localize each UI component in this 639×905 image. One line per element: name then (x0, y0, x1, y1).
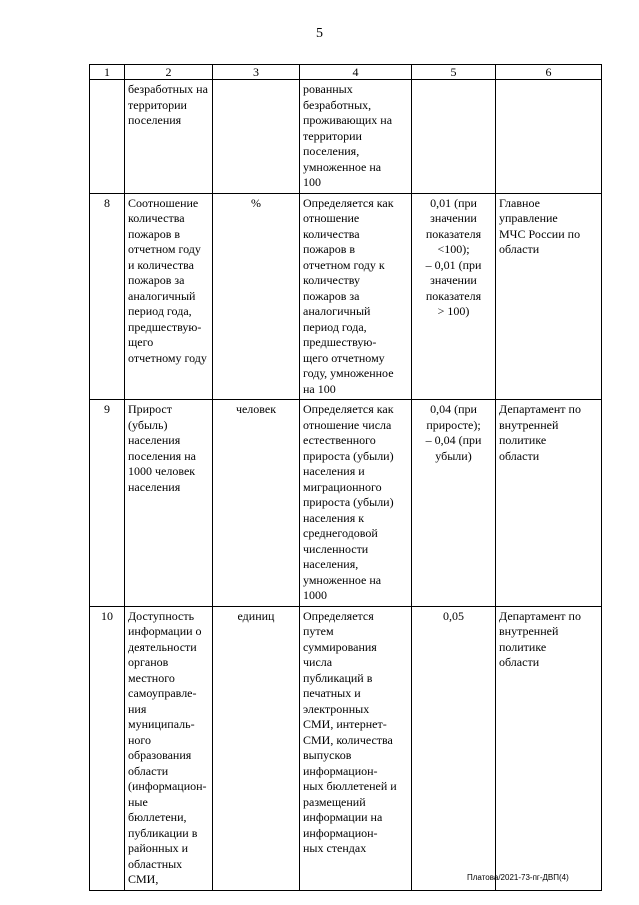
cell-line: количества (128, 211, 185, 225)
cell-line: информации о (128, 624, 202, 638)
cell-line: количеству (303, 273, 360, 287)
calculation-method (300, 80, 412, 194)
cell-line: аналогичный (303, 304, 371, 318)
cell-line: поселения (128, 113, 182, 127)
cell-line: <100); (437, 242, 470, 256)
cell-line: пожаров в (128, 226, 181, 241)
cell-line: щего (128, 335, 154, 349)
data-source (496, 606, 602, 890)
column-header: 3 (213, 65, 300, 80)
weight-coefficient (412, 193, 496, 400)
table-header-row (90, 65, 602, 80)
unit-of-measure (213, 80, 300, 194)
cell-line: > 100) (437, 304, 470, 318)
calculation-method (300, 193, 412, 400)
indicator-name (125, 80, 213, 194)
cell-line: числа (303, 655, 333, 669)
calculation-method (300, 400, 412, 607)
cell-line: местного (128, 670, 175, 685)
cell-line: информацион- (303, 763, 378, 778)
cell-line: количества (303, 226, 360, 241)
cell-line: отчетном году (128, 242, 201, 256)
cell-line: областных (128, 856, 183, 871)
cell-line: Определяется (303, 608, 374, 623)
cell-line: области (499, 655, 540, 669)
cell-line: аналогичный (128, 288, 196, 303)
cell-line: деятельности (128, 639, 197, 654)
indicator-name (125, 193, 213, 400)
weight-coefficient (412, 400, 496, 607)
cell-line: безработных на (128, 82, 208, 96)
column-header: 5 (412, 65, 496, 80)
cell-line: безработных, (303, 97, 372, 112)
cell-line: электронных (303, 701, 370, 716)
document-footer: Платова/2021-73-пг-ДВП(4) (467, 873, 569, 882)
cell-line: 100 (303, 175, 321, 189)
cell-line: бюллетени, (128, 810, 187, 824)
cell-line: Прирост (128, 402, 172, 416)
unit-of-measure: единиц (213, 606, 300, 890)
cell-line: приросте); (426, 417, 481, 432)
cell-line: населения (128, 479, 181, 494)
page-number: 5 (316, 26, 323, 41)
cell-line: 0,05 (443, 608, 464, 623)
cell-line: естественного (303, 433, 376, 447)
cell-line: районных и (128, 841, 189, 855)
unit-of-measure: человек (213, 400, 300, 607)
cell-line: значении (430, 211, 477, 225)
indicator-name (125, 400, 213, 607)
cell-line: Определяется как (303, 402, 394, 416)
cell-line: отношение числа (303, 417, 392, 432)
data-source (496, 400, 602, 607)
cell-line: убыли) (435, 448, 472, 463)
cell-line: 0,01 (при (430, 195, 477, 210)
cell-line: умноженное на (303, 572, 382, 587)
table-row (90, 606, 602, 890)
cell-line: показателя (425, 288, 482, 303)
cell-line: показателя (425, 226, 482, 241)
cell-line: (убыль) (128, 417, 168, 432)
column-header: 4 (300, 65, 412, 80)
cell-line: информации на (303, 810, 383, 824)
cell-line: ных стендах (303, 841, 367, 855)
cell-line: рованных (303, 82, 353, 96)
row-number: 9 (90, 400, 125, 607)
table-row (90, 193, 602, 400)
cell-line: информацион- (303, 825, 378, 840)
cell-line: МЧС России по (499, 226, 581, 241)
cell-line: внутренней (499, 417, 559, 432)
data-source (496, 193, 602, 400)
cell-line: 0,04 (при (430, 402, 477, 416)
cell-line: области (499, 448, 540, 463)
cell-line: умноженное на (303, 159, 382, 174)
cell-line: отчетном году к (303, 257, 385, 272)
cell-line: политике (499, 433, 547, 447)
cell-line: самоуправле- (128, 686, 197, 700)
cell-line: Определяется как (303, 195, 394, 210)
cell-line: отчетному году (128, 350, 207, 365)
cell-line: печатных и (303, 686, 361, 700)
cell-line: прироста (убыли) (303, 448, 394, 463)
unit-of-measure: % (213, 193, 300, 400)
cell-line: предшествую- (303, 335, 377, 349)
table-body (90, 80, 602, 891)
weight-coefficient (412, 80, 496, 194)
cell-line: период года, (303, 319, 367, 334)
cell-line: отношение (303, 211, 360, 225)
cell-line: СМИ, количества (303, 732, 393, 747)
cell-line: поселения на (128, 448, 196, 463)
cell-line: ных бюллетеней и (303, 779, 397, 793)
cell-line: населения, (303, 557, 359, 571)
column-header: 2 (125, 65, 213, 80)
cell-line: Соотношение (128, 195, 199, 210)
cell-line: поселения, (303, 144, 360, 158)
cell-line: прироста (убыли) (303, 495, 394, 509)
cell-line: ные (128, 794, 148, 809)
cell-line: Главное (499, 195, 540, 210)
cell-line: миграционного (303, 479, 382, 494)
cell-line: области (499, 242, 540, 256)
data-source (496, 80, 602, 194)
cell-line: населения (128, 433, 181, 447)
cell-line: предшествую- (128, 319, 202, 334)
cell-line: размещений (303, 794, 366, 809)
cell-line: проживающих на (303, 113, 393, 127)
cell-line: СМИ, интернет- (303, 717, 387, 731)
cell-line: период года, (128, 304, 192, 318)
cell-line: ния (128, 701, 147, 716)
cell-line: управление (499, 211, 558, 225)
cell-line: Департамент по (499, 608, 581, 623)
cell-line: 1000 (303, 588, 327, 602)
cell-line: публикаций в (303, 670, 373, 685)
cell-line: выпусков (303, 748, 352, 762)
cell-line: территории (128, 97, 187, 112)
row-number: 8 (90, 193, 125, 400)
row-number: 10 (90, 606, 125, 890)
table-row (90, 400, 602, 607)
cell-line: образования (128, 748, 192, 762)
cell-line: органов (128, 655, 169, 669)
cell-line: – 0,04 (при (425, 433, 482, 447)
calculation-method (300, 606, 412, 890)
cell-line: области (128, 763, 169, 778)
table-row (90, 80, 602, 194)
cell-line: ного (128, 732, 152, 747)
cell-line: Доступность (128, 608, 195, 623)
column-header: 6 (496, 65, 602, 80)
cell-line: путем (303, 624, 334, 638)
weight-coefficient (412, 606, 496, 890)
cell-line: пожаров в (303, 242, 356, 256)
cell-line: населения и (303, 464, 365, 478)
cell-line: пожаров за (303, 288, 360, 303)
cell-line: – 0,01 (при (425, 257, 482, 272)
cell-line: публикации в (128, 825, 198, 840)
cell-line: численности (303, 541, 369, 556)
column-header: 1 (90, 65, 125, 80)
cell-line: и количества (128, 257, 194, 272)
cell-line: СМИ, (128, 872, 159, 886)
row-number (90, 80, 125, 194)
cell-line: территории (303, 128, 362, 143)
indicators-table (89, 64, 602, 891)
cell-line: муниципаль- (128, 717, 195, 731)
cell-line: на 100 (303, 381, 336, 396)
cell-line: среднегодовой (303, 526, 378, 540)
cell-line: политике (499, 639, 547, 654)
cell-line: пожаров за (128, 273, 185, 287)
cell-line: значении (430, 273, 477, 287)
cell-line: щего отчетному (303, 350, 385, 365)
cell-line: Департамент по (499, 402, 581, 416)
cell-line: суммирования (303, 639, 377, 654)
cell-line: внутренней (499, 624, 559, 638)
cell-line: населения к (303, 510, 365, 525)
indicator-name (125, 606, 213, 890)
cell-line: году, умноженное (303, 366, 394, 380)
cell-line: (информацион- (128, 779, 207, 793)
cell-line: 1000 человек (128, 464, 196, 478)
